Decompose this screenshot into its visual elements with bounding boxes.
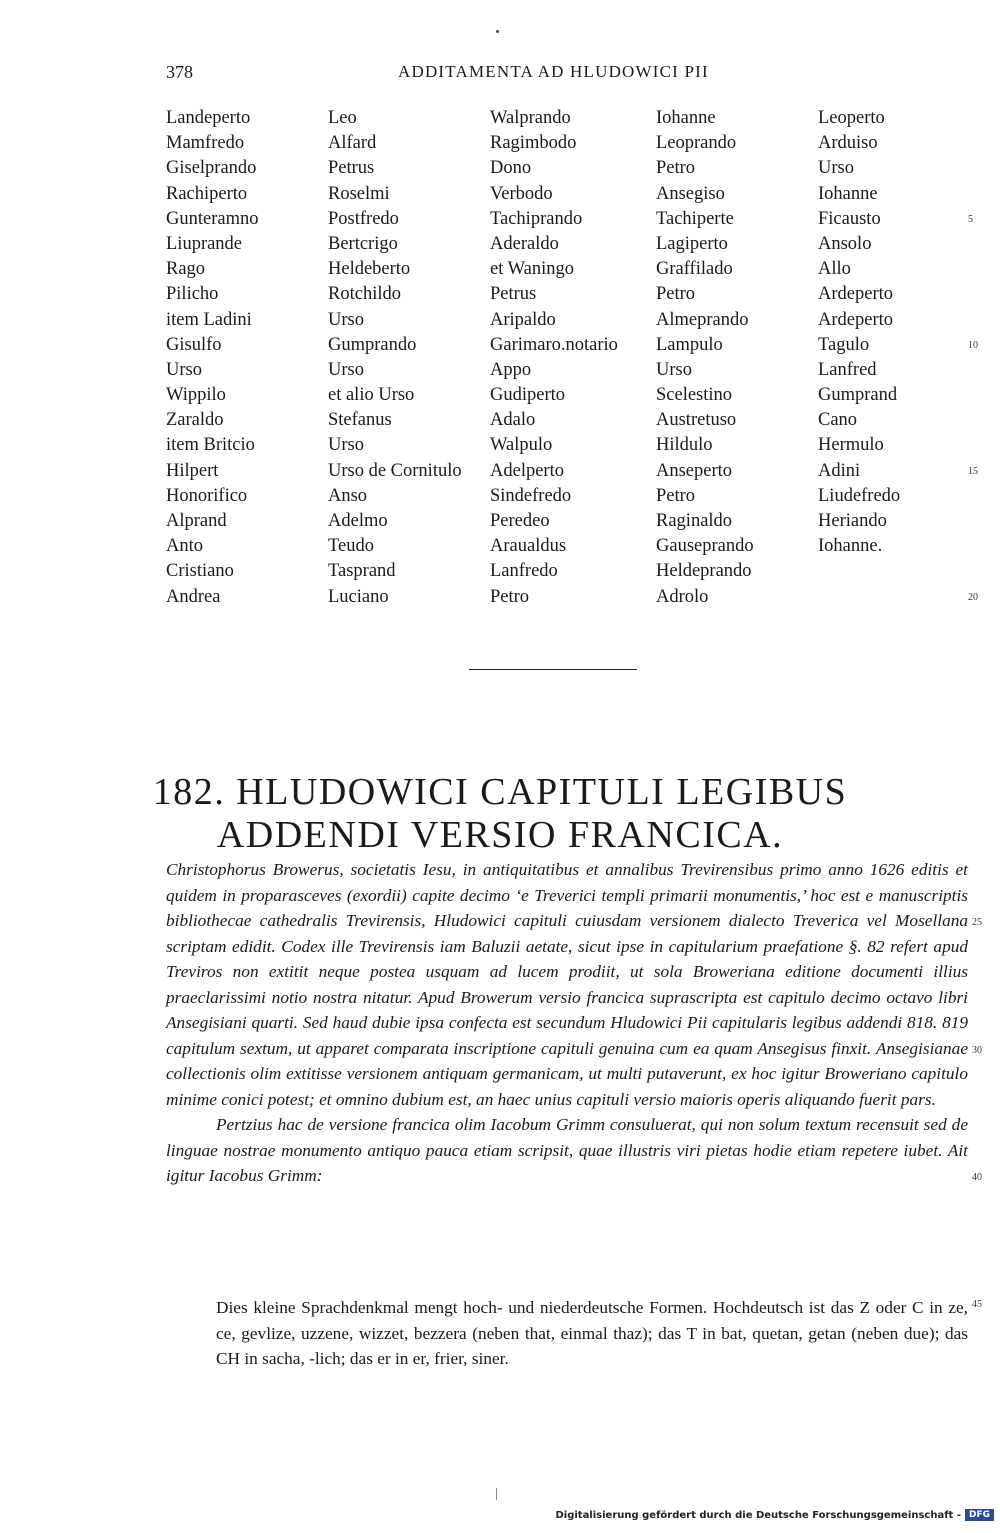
name-cell: Honorifico (166, 485, 248, 506)
line-number: 20 (968, 591, 978, 603)
names-table (166, 106, 978, 610)
name-row (166, 106, 966, 131)
name-cell: Giselprando (166, 158, 257, 179)
name-cell: Allo (818, 259, 851, 280)
name-cell: Petro (490, 586, 530, 607)
name-cell: Cristiano (166, 561, 234, 582)
name-cell: Anseperto (656, 460, 733, 481)
name-cell: Verbodo (490, 183, 553, 204)
name-cell: Petro (656, 284, 696, 305)
name-cell: Lanfred (818, 359, 877, 380)
name-cell: Lampulo (656, 334, 723, 355)
line-number: 5 (968, 213, 973, 225)
name-cell: Araualdus (490, 536, 567, 557)
name-cell: Ardeperto (818, 284, 893, 305)
name-cell: Graffilado (656, 259, 733, 280)
line-number: 25 (972, 917, 982, 928)
name-row (166, 433, 966, 458)
page-mark (496, 30, 499, 33)
body-text (166, 857, 968, 1189)
line-number: 15 (968, 465, 978, 477)
name-cell: Anto (166, 536, 203, 557)
name-cell: Tagulo (818, 334, 870, 355)
name-row (166, 484, 966, 509)
name-cell: Arduiso (818, 133, 878, 154)
name-cell: Adini (818, 460, 861, 481)
name-cell: Tasprand (328, 561, 396, 582)
name-cell: Petrus (328, 158, 375, 179)
name-row (166, 459, 978, 484)
running-title: ADDITAMENTA AD HLUDOWICI PII (398, 62, 709, 81)
line-number: 10 (968, 339, 978, 351)
name-cell: Walpulo (490, 435, 553, 456)
name-cell: Leoprando (656, 133, 737, 154)
name-cell: Wippilo (166, 385, 226, 406)
name-cell: Gisulfo (166, 334, 222, 355)
name-cell: Heldeprando (656, 561, 752, 582)
name-cell: Heldeberto (328, 259, 411, 280)
name-cell: Roselmi (328, 183, 390, 204)
name-cell: Urso (328, 435, 364, 456)
name-cell: et alio Urso (328, 385, 415, 406)
name-cell: Tachiperte (656, 208, 734, 229)
paragraph-1: Christophorus Browerus, societatis Iesu, in antiquitatibus et annalibus Trevirensibus primo anno 1626 editis et quidem in proparasceves (exordii) capite decimo ‘e Treverici templi primarii monumentis,’ hoc est e manuscriptis bibliothecae cathedralis Trevirensis, Hludowici capituli cuiusdam versionem dialecto Treverica vel Mosellana scriptam edidit. Codex ille Trevirensis iam Baluzii aetate, sicut ipse in capitularium praefatione §. 82 refert apud Treviros non extitit neque postea usquam ad lucem prodiit, ut sola Broweriana editione documenti illius praeclarissimi notio nostra nitatur. Apud Browerum versio francica suprascripta est capitulo decimo octavo libri Ansegisiani quarti. Sed haud dubie ipsa confecta est secundum Hludowici Pii capitularis legibus addendi 818. 819 capitulum sextum, ut apparet comparata inscriptione capituli genuina cum ea quam Ansegisus finxit. Ansegisianae collectionis olim extitisse versionem antiquam germanicam, ut multi putaverunt, ex hoc igitur Broweriano capitulo minime conici potest; et omnino dubium est, an haec unius capituli versio maioris operis aliquando fuerit pars. (166, 860, 968, 1109)
name-cell: Ficausto (818, 208, 881, 229)
name-cell: Rotchildo (328, 284, 401, 305)
name-row (166, 232, 966, 257)
name-cell: Lanfredo (490, 561, 558, 582)
name-cell: Raginaldo (656, 511, 733, 531)
name-cell: Urso (166, 359, 202, 380)
name-cell: Leo (328, 108, 357, 128)
name-cell: Gumprand (818, 385, 898, 406)
name-cell: Urso (328, 359, 364, 380)
name-cell: Alprand (166, 511, 227, 531)
name-cell: et Waningo (490, 259, 574, 280)
name-row (166, 156, 966, 181)
name-cell: Adalo (490, 410, 536, 431)
name-cell: Andrea (166, 586, 221, 607)
name-row (166, 282, 966, 307)
line-number: 45 (972, 1299, 982, 1310)
page-number: 378 (166, 62, 193, 82)
name-row (166, 383, 966, 408)
name-cell: Almeprando (656, 309, 749, 330)
footer-text: Digitalisierung gefördert durch die Deutsche Forschungsgemeinschaft - (555, 1509, 961, 1521)
name-cell: Ardeperto (818, 309, 893, 330)
name-cell: Bertcrigo (328, 233, 398, 254)
name-cell: Zaraldo (166, 410, 224, 431)
name-cell: Teudo (328, 536, 374, 557)
name-row (166, 308, 966, 333)
name-cell: Gumprando (328, 334, 417, 355)
name-cell: Austretuso (656, 410, 737, 431)
name-cell: Walprando (490, 108, 571, 128)
name-cell: Petrus (490, 284, 537, 305)
name-cell: Anso (328, 485, 368, 506)
name-cell: Iohanne (656, 108, 716, 128)
dfg-logo: DFG (965, 1509, 994, 1521)
name-cell: Mamfredo (166, 133, 245, 154)
name-cell: Petro (656, 485, 696, 506)
name-cell: Ansegiso (656, 183, 725, 204)
name-row (166, 207, 973, 232)
name-row (166, 585, 978, 610)
name-cell: Leoperto (818, 108, 885, 128)
name-cell: Landeperto (166, 108, 251, 128)
name-cell: Appo (490, 359, 532, 380)
name-cell: Urso (656, 359, 692, 380)
name-row (166, 131, 966, 156)
name-row (166, 408, 966, 433)
line-number: 30 (972, 1045, 982, 1056)
name-cell: Alfard (328, 133, 377, 154)
name-cell: Garimaro.notario (490, 334, 618, 355)
name-row (166, 534, 966, 559)
name-cell: Rago (166, 259, 206, 280)
name-cell: Aderaldo (490, 233, 559, 254)
name-cell: Adelmo (328, 511, 388, 531)
footer-credit (555, 1509, 1000, 1521)
name-cell: Pilicho (166, 284, 219, 305)
name-cell: Tachiprando (490, 208, 583, 229)
name-cell: Hildulo (656, 435, 713, 456)
name-cell: Aripaldo (490, 309, 556, 330)
name-cell: Cano (818, 410, 858, 431)
name-cell: Sindefredo (490, 485, 572, 506)
name-cell: Ragimbodo (490, 133, 577, 154)
grimm-quote (216, 1295, 968, 1372)
name-cell: item Britcio (166, 435, 255, 456)
name-cell: Stefanus (328, 410, 392, 431)
section-divider (469, 669, 637, 670)
name-cell: Urso de Cornitulo (328, 460, 462, 481)
name-cell: Gunteramno (166, 208, 259, 229)
name-cell: Petro (656, 158, 696, 179)
name-row (166, 358, 966, 383)
name-cell: Heriando (818, 511, 887, 531)
name-cell: Gauseprando (656, 536, 754, 557)
name-cell: Liudefredo (818, 485, 901, 506)
name-row (166, 257, 966, 282)
name-cell: Adelperto (490, 460, 564, 481)
name-row (166, 509, 966, 534)
name-cell: Iohanne. (818, 536, 883, 557)
name-cell: Rachiperto (166, 183, 248, 204)
section-title-line-1: 182. HLUDOWICI CAPITULI LEGIBUS (152, 771, 848, 813)
name-cell: Postfredo (328, 208, 399, 229)
name-cell: Luciano (328, 586, 389, 607)
name-cell: Hermulo (818, 435, 884, 456)
name-row (166, 559, 966, 584)
name-row (166, 182, 966, 207)
name-cell: Iohanne (818, 183, 878, 204)
paragraph-2: Pertzius hac de versione francica olim Iacobum Grimm consuluerat, qui non solum textum recensuit sed de linguae nostrae monumento antiquo pauca etiam scripsit, quae illustris viri pietas hodie etiam repetere iubet. Ait igitur Iacobus Grimm: (166, 1115, 968, 1185)
name-cell: Adrolo (656, 586, 709, 607)
name-cell: Ansolo (818, 233, 872, 254)
name-cell: Scelestino (656, 385, 733, 406)
section-title-line-2: ADDENDI VERSIO FRANCICA. (216, 814, 784, 856)
name-cell: item Ladini (166, 309, 252, 330)
name-row (166, 333, 978, 358)
line-number: 40 (972, 1172, 982, 1183)
name-cell: Urso (328, 309, 364, 330)
name-cell: Hilpert (166, 460, 219, 481)
name-cell: Urso (818, 158, 854, 179)
name-cell: Gudiperto (490, 385, 566, 406)
name-cell: Liuprande (166, 233, 243, 254)
page-mark-bottom (496, 1488, 497, 1500)
name-cell: Dono (490, 158, 532, 179)
name-cell: Lagiperto (656, 233, 728, 254)
quote-text: Dies kleine Sprachdenkmal mengt hoch- und niederdeutsche Formen. Hochdeutsch ist das Z oder C in ze, ce, gevlize, uzzene, wizzet, bezzera (neben that, einmal thaz); das T in bat, quetan, getan (neben due); das CH in sacha, -lich; das er in er, frier, siner. (216, 1298, 968, 1368)
name-cell: Peredeo (490, 511, 550, 531)
